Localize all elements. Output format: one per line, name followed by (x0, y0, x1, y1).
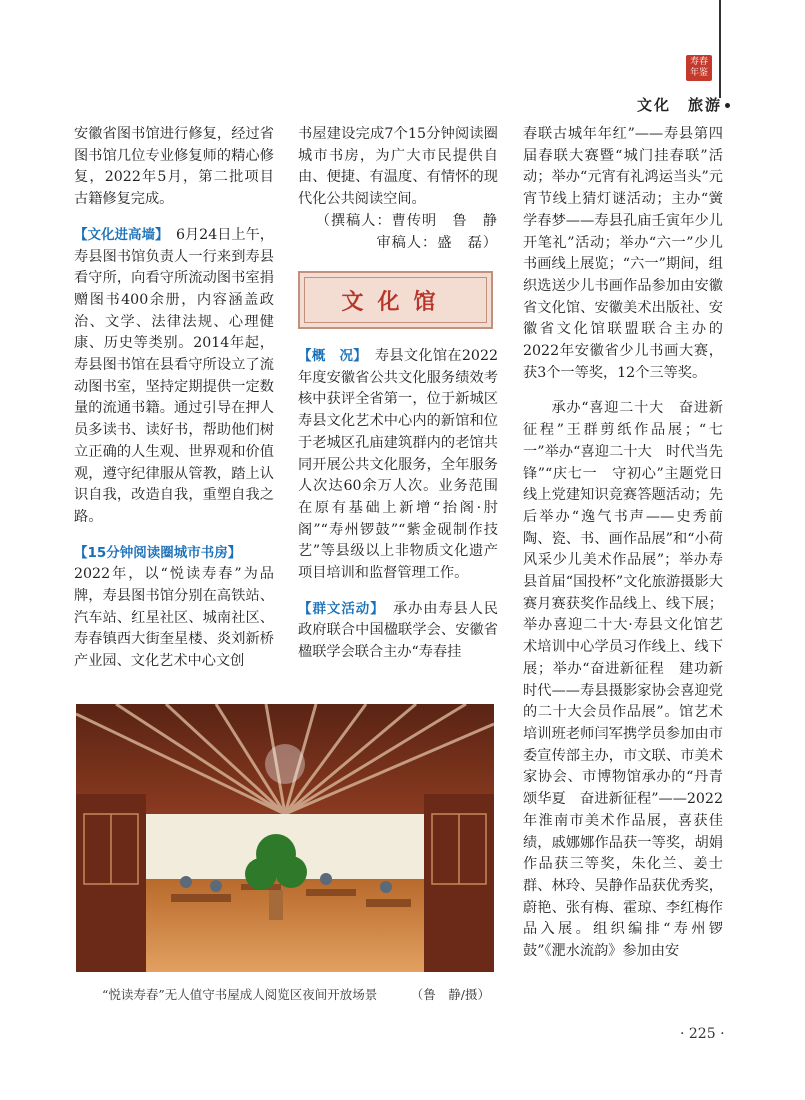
column-3 (523, 124, 723, 963)
paragraph-text: 6月24日上午，寿县图书馆负责人一行来到寿县看守所，向看守所流动图书室捐赠图书400余册，内容涵盖政治、文学、法律法规、心理健康、历史等类别。2014年起，寿县图书馆在县看守所设立了流动图书室，坚持定期提供一定数量的流通书籍。通过引导在押人员多读书、读好书，帮助他们树立正确的人生观、世界观和价值观，遵守纪律服从管教，踏上认识自我，改造自我，重塑自我之路。 (74, 226, 274, 525)
section-heading: 【文化进高墙】 (74, 226, 162, 243)
paragraph (298, 346, 498, 585)
paragraph (74, 225, 274, 529)
paragraph: 春联古城年年红”——寿县第四届春联大赛暨“城门挂春联”活动；举办“元宵有礼鸿运当头”元宵节线上猜灯谜活动；主办“黉学春梦——寿县孔庙壬寅年少儿开笔礼”活动；举办“六一”少儿书画线上展览；“六一”期间，组织选送少儿书画作品参加由安徽省文化馆、安徽美术出版社、安徽省文化馆联盟联合主办的2022年安徽省少儿书画大赛，获3个一等奖，12个三等奖。 (523, 126, 723, 381)
column-1 (74, 124, 274, 673)
paragraph: 承办“喜迎二十大 奋进新征程”王群剪纸作品展；“七一”举办“喜迎二十大 时代当先锋”“庆七一 守初心”主题党日线上党建知识竞赛答题活动；先后举办“逸气书声——史秀前陶、瓷、书、画作品展”和“小荷风采少儿美术作品展”；举办寿县首届“国投杯”文化旅游摄影大赛月赛获奖作品线上、线下展；举办喜迎二十大·寿县文化馆艺术培训中心学员习作线上、线下展；举办“奋进新征程 建功新时代——寿县摄影家协会喜迎党的二十大会员作品展”。馆艺术培训班老师闫军携学员参加由市委宣传部主办，市文联、市美术家协会、市博物馆承办的“丹青颂华夏 奋进新征程”——2022年淮南市美术作品展，喜获佳绩，戚娜娜作品获一等奖，胡娟作品获三等奖，朱化兰、姜士群、林玲、吴静作品获优秀奖，蔚艳、张有梅、霍琼、李红梅作品入展。组织编排“寿州锣鼓”《淝水流韵》参加由安 (523, 400, 723, 960)
photo-credit: （鲁 静/摄） (410, 987, 490, 1002)
section-heading: 【概 况】 (298, 348, 361, 364)
paragraph: 2022年，以“悦读寿春”为品牌，寿县图书馆分别在高铁站、汽车站、红星社区、城南社区、寿春镇西大街奎星楼、炎刘新桥产业园、文化艺术中心文创 (74, 566, 274, 670)
caption-text: “悦读寿春”无人值守书屋成人阅览区夜间开放场景 (102, 987, 378, 1002)
yearbook-seal-logo: 寿春 年鉴 (686, 55, 712, 81)
page-number: · 225 · (680, 1026, 725, 1042)
section-heading-line (74, 543, 274, 565)
header-rule (719, 0, 721, 98)
paragraph: 书屋建设完成7个15分钟阅读圈城市书房，为广大市民提供自由、便捷、有温度、有情怀的现代化公共阅读空间。 (298, 126, 498, 208)
section-title: 文化 旅游 (637, 94, 730, 115)
author-credit: （撰稿人：曹传明 鲁 静 (315, 212, 498, 229)
paragraph-text: 寿县文化馆在2022年度安徽省公共文化服务绩效考核中获评全省第一，位于新城区寿县文化艺术中心内的新馆和位于老城区孔庙建筑群内的老馆共同开展公共文化服务，全年服务人次达60余万人次。业务范围在原有基础上新增“抬阁·肘阁”“寿州锣鼓”“紫金砚制作技艺”等县级以上非物质文化遗产项目培训和监督管理工作。 (298, 348, 499, 582)
bullet-icon (725, 103, 730, 108)
section-heading: 【15分钟阅读圈城市书房】 (74, 544, 242, 561)
paragraph-text: 承办由寿县人民政府联合中国楹联学会、安徽省楹联学会联合主办“寿春挂 (298, 600, 498, 661)
reviewer-credit: 审稿人：盛 磊） (376, 234, 498, 251)
column-2 (298, 124, 498, 254)
paragraph (298, 599, 498, 664)
section-banner: 文化馆 (298, 271, 493, 329)
column-2-lower (298, 346, 498, 664)
paragraph: 安徽省图书馆进行修复，经过省图书馆几位专业修复师的精心修复，2022年5月，第二批项目古籍修复完成。 (74, 126, 274, 208)
section-heading: 【群文活动】 (298, 600, 378, 617)
reading-room-photo (76, 704, 494, 972)
